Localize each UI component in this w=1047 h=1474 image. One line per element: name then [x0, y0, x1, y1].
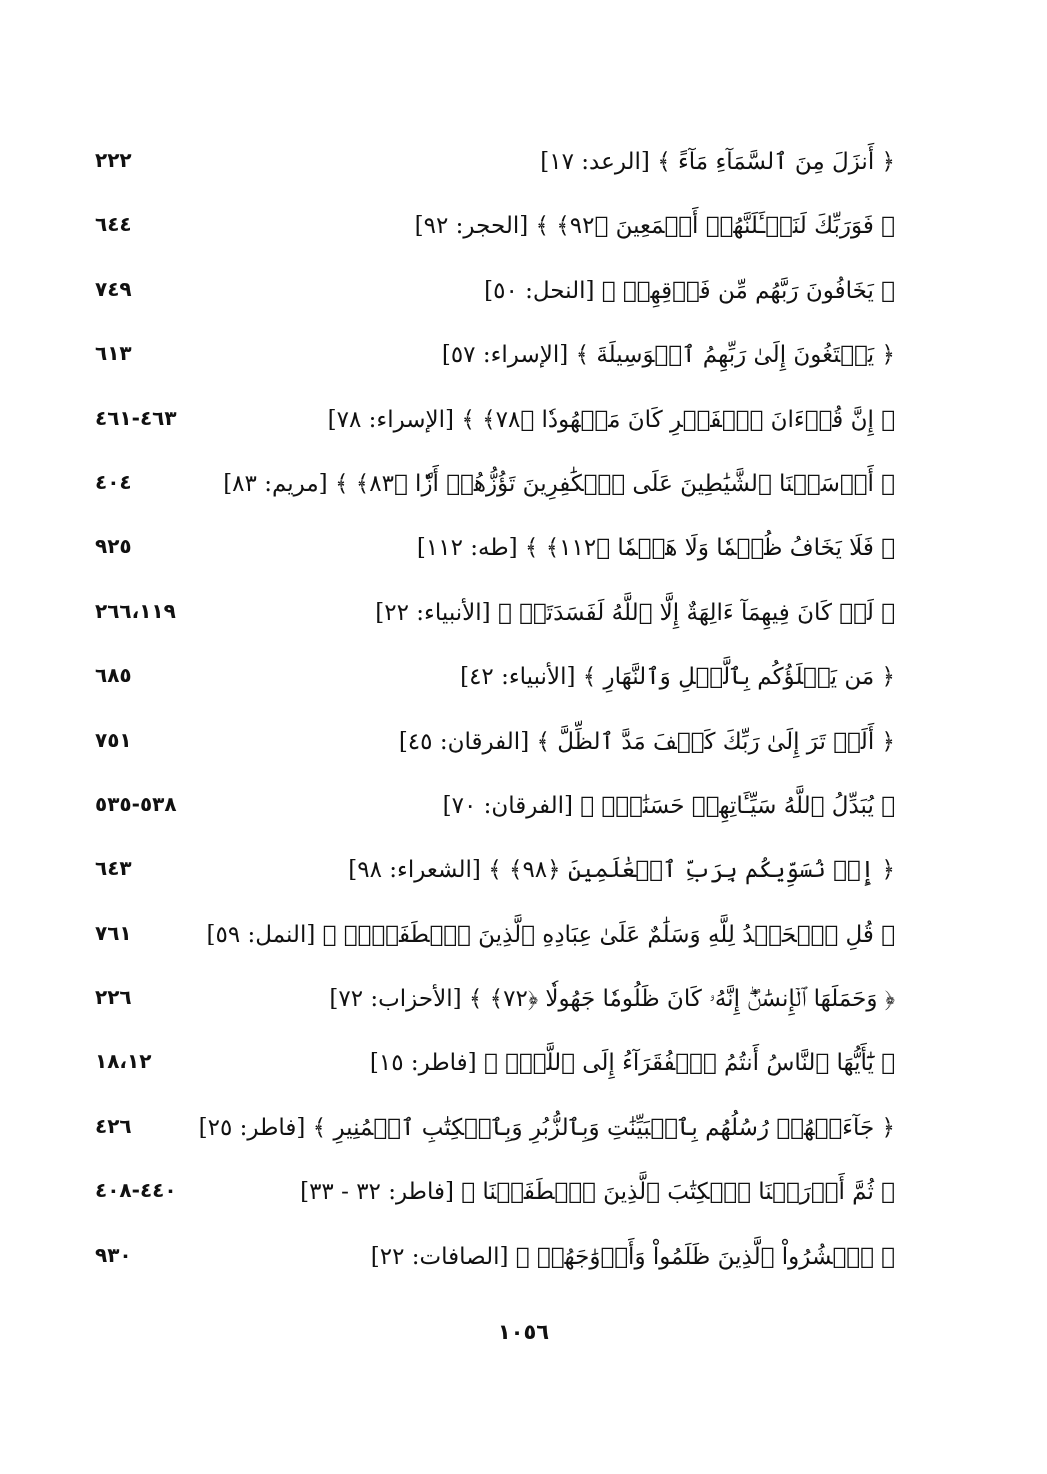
verse-text: ﴿ إِنَّ قُرۡءَانَ ٱلۡفَجۡرِ كَانَ مَشۡهُودٗا ﴿٧٨﴾ ﴾ [الإسراء: ٧٨]: [327, 406, 895, 433]
index-row: [95, 396, 895, 460]
verse-text: ﴿ أَلَمۡ تَرَ إِلَىٰ رَبِّكَ كَيۡفَ مَدَّ ٱلظِّلَّ ﴾ [الفرقان: ٤٥]: [398, 728, 895, 755]
page-number: ١٠٥٦: [497, 1320, 550, 1344]
page-reference: ٢٢٦: [95, 985, 132, 1010]
verse-text: ﴿ إِذۡ نُسَوِّيكُم بِرَبِّ ٱلۡعَٰلَمِينَ ﴿٩٨﴾ ﴾ [الشعراء: ٩٨]: [348, 857, 895, 884]
index-row: [95, 1039, 895, 1103]
verse-text: ﴿ وَحَمَلَهَا ٱلۡإِنسَٰنُۖ إِنَّهُۥ كَانَ ظَلُومٗا جَهُولٗا ﴿٧٢﴾ ﴾ [الأحزاب: ٧٢]: [329, 986, 895, 1013]
index-row: [95, 975, 895, 1039]
page-reference: ٢٢٢: [95, 148, 132, 172]
index-row: [95, 1168, 895, 1232]
index-row: [95, 653, 895, 717]
page-reference: ٦٤٤: [95, 212, 132, 237]
verse-text: ﴿ يُبَدِّلُ ٱللَّهُ سَيِّـَٔاتِهِمۡ حَسَنَٰتٖۗ ﴾ [الفرقان: ٧٠]: [442, 792, 895, 819]
page-reference: ٧٦١: [95, 920, 132, 945]
verse-text: ﴿ يَخَافُونَ رَبَّهُم مِّن فَوۡقِهِمۡ ﴾ [النحل: ٥٠]: [484, 277, 895, 304]
verse-text: ﴿ مَن يَكۡلَؤُكُم بِٱلَّيۡلِ وَٱلنَّهَارِ ﴾ [الأنبياء: ٤٢]: [460, 664, 895, 691]
page-reference: ٧٥١: [95, 727, 132, 752]
verse-text: ﴿ قُلِ ٱلۡحَمۡدُ لِلَّهِ وَسَلَٰمٌ عَلَىٰ عِبَادِهِ ٱلَّذِينَ ٱصۡطَفَىٰٓۗ ﴾ [النمل: ٥٩]: [206, 921, 895, 948]
index-row: [95, 331, 895, 395]
verse-text: ﴿ جَآءَتۡهُمۡ رُسُلُهُم بِٱلۡبَيِّنَٰتِ وَبِٱلزُّبُرِ وَبِٱلۡكِتَٰبِ ٱلۡمُنِيرِ ﴾ [فاطر: ٢٥]: [198, 1114, 895, 1141]
index-row: [95, 460, 895, 524]
verse-text: ﴿ فَوَرَبِّكَ لَنَسۡـَٔلَنَّهُمۡ أَجۡمَعِينَ ﴿٩٢﴾ ﴾ [الحجر: ٩٢]: [414, 213, 895, 240]
page-reference: ٤٤٠-٤٠٨: [95, 1178, 177, 1203]
page-reference: ٤٦٣-٤٦١: [95, 405, 177, 430]
index-row: [95, 911, 895, 975]
page-reference: ٤٠٤: [95, 469, 132, 494]
index-row: [95, 1233, 895, 1297]
verse-text: ﴿ لَوۡ كَانَ فِيهِمَآ ءَالِهَةٌ إِلَّا ٱللَّهُ لَفَسَدَتَاۚ ﴾ [الأنبياء: ٢٢]: [375, 599, 895, 626]
page-reference: ٥٣٨-٥٣٥: [95, 791, 177, 816]
index-row: [95, 589, 895, 653]
page-reference: ٦٤٣: [95, 856, 132, 881]
page-reference: ٢٦٦،١١٩: [95, 598, 176, 623]
page-reference: ١٨،١٢: [95, 1049, 152, 1074]
verse-text: ﴿ يَبۡتَغُونَ إِلَىٰ رَبِّهِمُ ٱلۡوَسِيلَةَ ﴾ [الإسراء: ٥٧]: [441, 342, 895, 369]
index-row: [95, 1104, 895, 1168]
page-reference: ٦١٣: [95, 341, 132, 366]
index-row: [95, 138, 895, 202]
page-reference: ٩٢٥: [95, 534, 132, 559]
verse-text: ﴿ يَٰٓأَيُّهَا ٱلنَّاسُ أَنتُمُ ٱلۡفُقَرَآءُ إِلَى ٱللَّهِۖ ﴾ [فاطر: ١٥]: [369, 1050, 895, 1077]
verse-text: ﴿ أَرۡسَلۡنَا ٱلشَّيَٰطِينَ عَلَى ٱلۡكَٰفِرِينَ تَؤُزُّهُمۡ أَزّٗا ﴿٨٣﴾ ﴾ [مريم: ٨٣]: [223, 470, 895, 497]
page-reference: ٩٣٠: [95, 1242, 132, 1267]
verse-text: ﴿ أَنزَلَ مِنَ ٱلسَّمَآءِ مَآءً ﴾ [الرعد: ١٧]: [540, 149, 895, 175]
page-reference: ٤٢٦: [95, 1113, 132, 1138]
index-row: [95, 782, 895, 846]
index-row: [95, 267, 895, 331]
verse-text: ﴿ ٱحۡشُرُواْ ٱلَّذِينَ ظَلَمُواْ وَأَزۡوَٰجَهُمۡ ﴾ [الصافات: ٢٢]: [370, 1243, 895, 1270]
index-row: [95, 846, 895, 910]
verse-text: ﴿ ثُمَّ أَوۡرَثۡنَا ٱلۡكِتَٰبَ ٱلَّذِينَ ٱصۡطَفَيۡنَا ﴾ [فاطر: ٣٢ - ٣٣]: [300, 1179, 895, 1206]
index-row: [95, 202, 895, 266]
verse-text: ﴿ فَلَا يَخَافُ ظُلۡمٗا وَلَا هَضۡمٗا ﴿١١٢﴾ ﴾ [طه: ١١٢]: [416, 535, 895, 562]
index-row: [95, 718, 895, 782]
index-row: [95, 524, 895, 588]
page-reference: ٧٤٩: [95, 276, 132, 301]
verse-index-list: [95, 138, 895, 1297]
page-reference: ٦٨٥: [95, 663, 132, 688]
